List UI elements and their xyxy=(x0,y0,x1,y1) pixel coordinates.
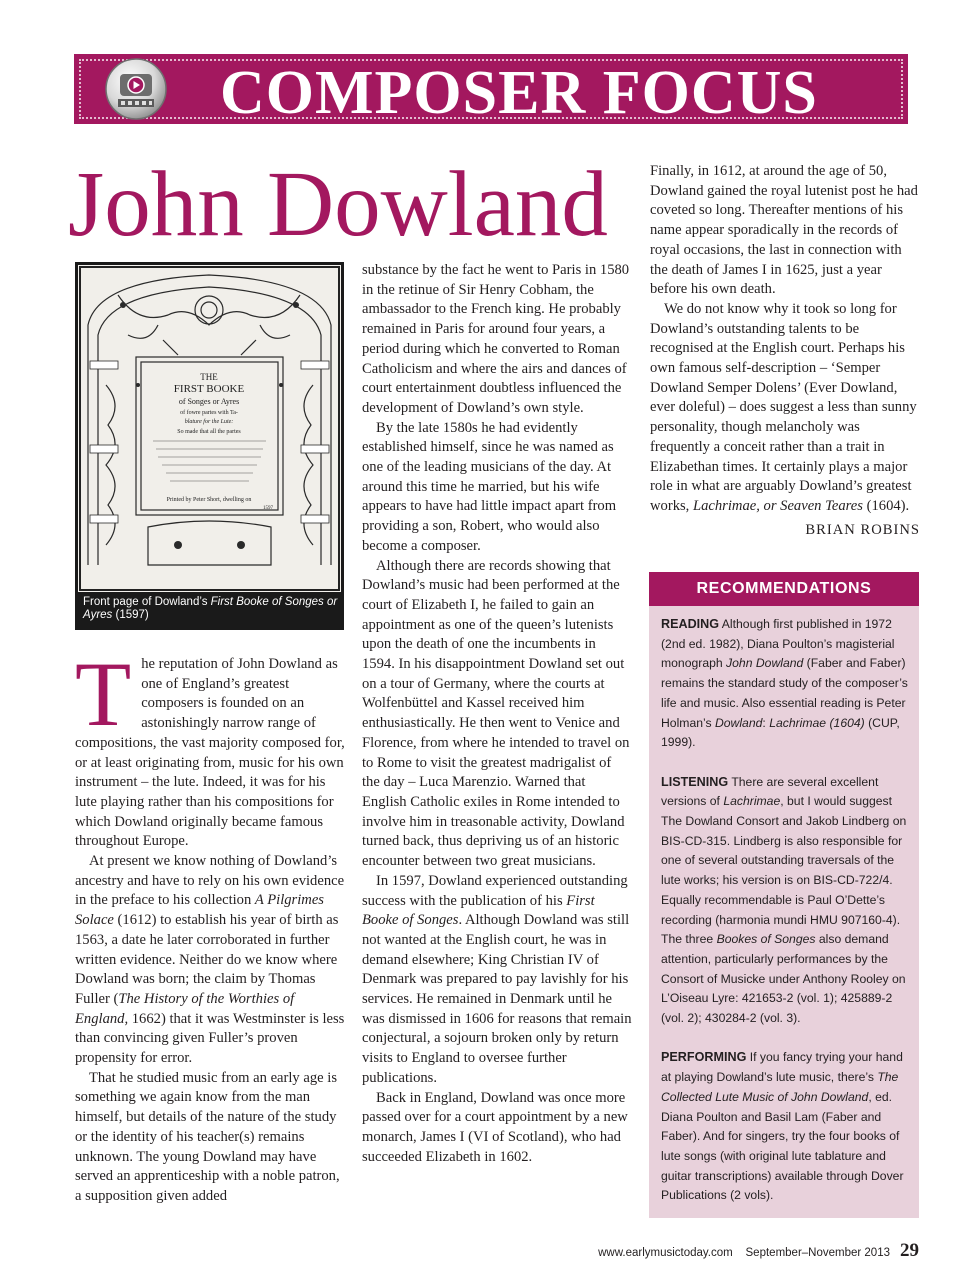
drop-cap: T xyxy=(75,643,132,745)
performing-recommendation: PERFORMING If you fancy trying your hand at playing Dowland’s lute music, there’s The Collected Lute Music of John Dowland, ed. Diana Poulton and Basil Lam (Faber and Faber). And for singers, try the four books of lute songs (with original lute tablature and guitar transcriptions) available through Dover Publications (2 vols). xyxy=(661,1050,904,1203)
paragraph: We do not know why it took so long for Dowland’s outstanding talents to be recognised at the English court. Perhaps his own famous self-description – ‘Semper Dowland Semper Dolens’ (Ever Dowland, ever doleful) – does suggest a less than sunny personality, though melancholy was frequently a conceit rather than a trait in Elizabethan times. It certainly plays a major role in what are arguably Dowland’s greatest works, Lachrimae, or Seaven Teares (1604). xyxy=(650,300,917,514)
paragraph: By the late 1580s he had evidently established himself, since he was named as one of the leading musicians of the day. At around this time he married, but his wife appears to have had little impact apart from providing a son, Robert, who would also become a composer. xyxy=(362,419,617,554)
paragraph: At present we know nothing of Dowland’s ancestry and have to rely on his own evidence in the preface to his collection A Pilgrimes Solace (1612) to establish his year of birth as 1563, a date he later corroborated in further written evidence. Neither do we know where Dowland was born; the claim by Thomas Fuller (The History of the Worthies of England, 1662) that it was Westminster is less than convincing given Fuller’s proven propensity for error. xyxy=(75,853,345,1067)
section-banner xyxy=(74,54,908,127)
article-column-2 xyxy=(362,261,632,1167)
page-number: 29 xyxy=(900,1240,919,1261)
banner-title: COMPOSER FOCUS xyxy=(220,59,818,127)
reading-recommendation: READING Although first published in 1972 (2nd ed. 1982), Diana Poulton’s magisterial monograph John Dowland (Faber and Faber) remains the standard study of the composer’s life and music. Also essential reading is Peter Holman’s Dowland: Lachrimae (1604) (CUP, 1999). xyxy=(661,617,908,750)
engraving-songes: of Songes or Ayres xyxy=(178,397,240,406)
engraving-first-booke: FIRST BOOKE xyxy=(173,383,245,395)
engraving-the: THE xyxy=(200,372,218,382)
listening-recommendation: LISTENING There are several excellent versions of Lachrimae, but I would suggest The Dowland Consort and Jakob Lindberg on BIS-CD-315. Lindberg is also responsible for one of several outstanding traversals of the lute works; his version is on BIS-CD-722/4. Equally recommendable is Paul O’Dette’s recording (harmonia mundi HMU 907160-4). The three Bookes of Songes also demand attention, particularly performances by the Consort of Musicke under Anthony Rooley on L’Oiseau Lyre: 421653-2 (vol. 1); 425889-2 (vol. 2); 430284-2 (vol. 3). xyxy=(661,774,907,1026)
article-column-3 xyxy=(650,162,920,540)
engraving-blature: blature for the Lute: xyxy=(184,419,234,425)
paragraph: Back in England, Dowland was once more passed over for a court appointment by a new monarch, James I (VI of Scotland), who had succeeded Elizabeth in 1602. xyxy=(362,1089,628,1165)
page-footer xyxy=(598,1240,919,1262)
paragraph: Finally, in 1612, at around the age of 50, Dowland gained the royal lutenist post he had coveted so long. Thereafter mentions of his name appear sporadically in the records of royal occasions, the last in connection with the death of James I in 1625, just a year before his own death. xyxy=(650,163,918,298)
recommendations-heading: RECOMMENDATIONS xyxy=(649,572,919,606)
article-column-1 xyxy=(75,643,345,1207)
author-signature: BRIAN ROBINS xyxy=(805,521,920,538)
title-page-engraving xyxy=(78,265,341,592)
footer-issue: September–November 2013 xyxy=(745,1247,890,1259)
recommendations-box xyxy=(649,572,919,1218)
paragraph: In 1597, Dowland experienced outstanding success with the publication of his First Booke of Songes. Although Dowland was still not wanted at the English court, he was in demand elsewhere; King Christian IV of Denmark was prepared to pay lavishly for his services. He remained in Denmark until he was dismissed in 1606 for reasons that remain conjectural, a sojourn broken only by return visits to England to oversee further publications. xyxy=(362,872,632,1086)
footer-website: www.earlymusictoday.com xyxy=(598,1247,733,1259)
article-title: John Dowland xyxy=(68,153,608,256)
paragraph: substance by the fact he went to Paris in 1580 in the retinue of Sir Henry Cobham, the ambassador to the French king. He probably remained in Paris for around four years, a period during which he converted to Roman Catholicism and where the airs and dances of court entertainment doubtless influenced the development of Dowland’s own style. xyxy=(362,262,630,416)
play-film-icon xyxy=(104,57,168,121)
engraving-parts: of fowre partes with Ta- xyxy=(180,410,238,416)
title-page-figure xyxy=(75,262,344,630)
recommendations-body xyxy=(649,606,919,1206)
engraving-colophon: Printed by Peter Short, dwelling on xyxy=(166,497,252,503)
paragraph: Although there are records showing that Dowland’s music had been performed at the court of Elizabeth I, he failed to gain an appointment as one of the queen’s lutenists upon the death of one the incumbents in 1594. In his disappointment Dowland set out on a tour of Germany, where the courts at Wolfenbüttel and Kassel received him enthusiastically. He then went to Venice and Florence, from where he intended to travel on to Rome to visit the greatest madrigalist of the day – Luca Marenzio. Warned that English Catholic exiles in Rome intended to involve him in treasonable activity, Dowland turned back, thus depriving us of an historic encounter between two great musicians. xyxy=(362,557,630,870)
engraving-made: So made that all the partes xyxy=(177,429,241,435)
paragraph: The reputation of John Dowland as one of England’s greatest composers is founded on an astonishingly narrow range of compositions, the vast majority composed for, or at least originating from, music for his own instrument – the lute. Indeed, it was for his lute playing rather than his compositions for which Dowland originally became famous throughout Europe. xyxy=(75,643,345,850)
paragraph: That he studied music from an early age is something we again know from the man himself, but details of the nature of the study or the identity of his teacher(s) remains unknown. The young Dowland may have served an apprenticeship with a noble patron, a supposition given added xyxy=(75,1069,340,1204)
figure-caption: Front page of Dowland’s First Booke of Songes or Ayres (1597) xyxy=(83,596,338,621)
engraving-year: 1597 xyxy=(263,506,273,511)
